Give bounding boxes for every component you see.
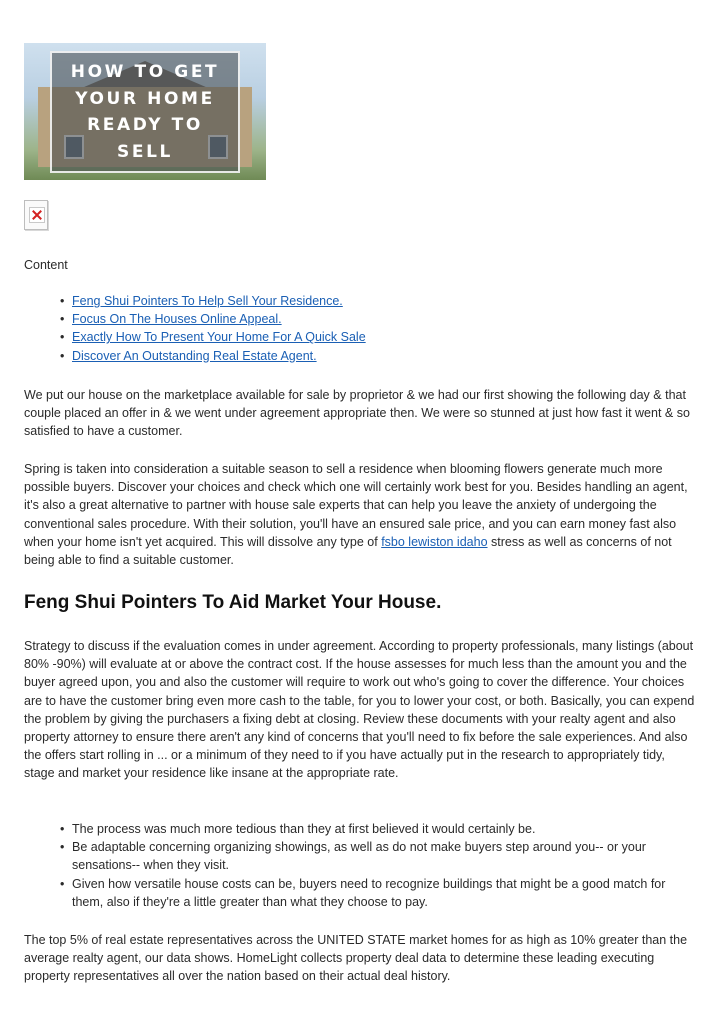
table-of-contents (24, 292, 366, 365)
toc-link[interactable]: Discover An Outstanding Real Estate Agent. (72, 348, 317, 363)
paragraph: We put our house on the marketplace available for sale by proprietor & we had our first showing the following day & that couple placed an offer in & we went under agreement appropriate then. We were so stunned at just how fast it went & so satisfied to have a customer. (24, 388, 690, 439)
fsbo-link[interactable]: fsbo lewiston idaho (381, 534, 488, 549)
list-item: • Be adaptable concerning organizing showings, as well as do not make buyers step around you-- or your sensations-- when they visit. (24, 838, 696, 874)
hero-title (50, 59, 240, 165)
section-heading: Feng Shui Pointers To Aid Market Your House. (24, 592, 442, 613)
paragraph-text: Spring is taken into consideration a suitable season to sell a residence when blooming flowers generate much more possible buyers. Discover your choices and check which one will certainly work best for you. Besides handling an agent, it's also a great alternative to partner with house sale experts that can help you leave the anxiety of undergoing the conventional sales procedure. With their solution, you'll have an ensured sale price, and you can earn money fast also when your home isn't yet acquired. This will dissolve any type of (24, 462, 688, 549)
content-label: Content (24, 258, 68, 272)
toc-link[interactable]: Exactly How To Present Your Home For A Quick Sale (72, 330, 366, 345)
paragraph: The top 5% of real estate representatives across the UNITED STATE market homes for as high as 10% greater than the average realty agent, our data shows. HomeLight collects property deal data to determine these leading executing property representatives all over the nation based on their actual deal history. (24, 933, 688, 984)
toc-item (24, 292, 366, 310)
hero-title-line: YOUR HOME (75, 88, 215, 109)
toc-item (24, 347, 366, 365)
list-item: • Given how versatile house costs can be, buyers need to recognize buildings that might be a good match for them, also if they're a little greater than what they choose to pay. (24, 875, 696, 911)
bullet-list (24, 820, 696, 911)
paragraph (24, 460, 696, 569)
toc-link[interactable]: Focus On The Houses Online Appeal. (72, 312, 282, 327)
hero-title-line: SELL (117, 141, 173, 162)
list-item: • The process was much more tedious than they at first believed it would certainly be. (24, 820, 696, 838)
toc-link[interactable]: Feng Shui Pointers To Help Sell Your Residence. (72, 294, 343, 308)
hero-image (24, 43, 266, 180)
broken-image-icon (24, 200, 48, 230)
toc-item (24, 328, 366, 346)
hero-title-line: HOW TO GET (70, 62, 220, 82)
broken-image-x-icon (29, 207, 45, 223)
paragraph-text: stress as well as concerns of not being able to find a suitable customer. (24, 534, 672, 568)
toc-item (24, 310, 366, 328)
hero-title-line: READY TO (87, 115, 203, 135)
paragraph: Strategy to discuss if the evaluation comes in under agreement. According to property professionals, many listings (about 80% -90%) will evaluate at or above the contract cost. If the house assesses for much less than the amount you and the buyer agreed upon, you and also the customer will require to work out who's going to cover the difference. Your choices are to have the customer bring even more cash to the table, for you to lower your cost, or both. Basically, you can expend the problem by giving the purchasers a fixing debt at closing. Review these documents with your realty agent and also property attorney to ensure there aren't any kind of concerns that you'll need to fix before the sale experiences. And also the offers start rolling in ... or a minimum of they need to if you have actually put in the research to appropriately tidy, stage and market your residence like insane at the appropriate rate. (24, 639, 695, 781)
